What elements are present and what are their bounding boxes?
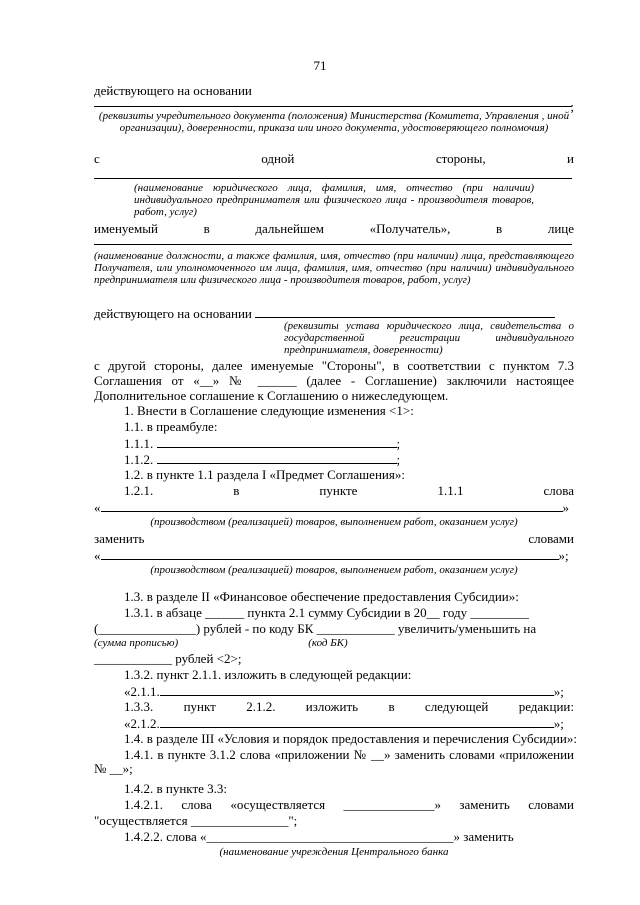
note-sum-code: (сумма прописью) (код БК) [94, 637, 348, 649]
words-new-line: « »; [94, 548, 569, 563]
words-old-field[interactable] [101, 500, 563, 512]
item-1-1-2: 1.1.2. ; [124, 452, 401, 467]
item-1-4-2-2: 1.4.2.2. слова «______________________________________» заменить [124, 829, 514, 844]
item-1-4: 1.4. в разделе III «Условия и порядок предоставления и перечисления Субсидии»: [124, 731, 577, 746]
representative-line[interactable] [94, 244, 572, 245]
item-1-4-1: 1.4.1. в пункте 3.1.2 слова «приложении № __» заменить словами «приложении № __»; [94, 747, 574, 776]
note-representative: (наименование должности, а также фамилия, имя, отчество (при наличии) лица, представляющего Получателя, или уполномоченного им лица, фамилия, имя, отчество (при наличии) индивидуального предпринимателя или физического лица - производителя товаров, работ, услуг) [94, 250, 574, 286]
one-side-line: с одной стороны, и [94, 151, 574, 166]
item-1-4-2: 1.4.2. в пункте 3.3: [124, 781, 228, 796]
named-as-line: именуемый в дальнейшем «Получатель», в лице [94, 221, 574, 236]
note-recipient-name: (наименование юридического лица, фамилия, имя, отчество (при наличии) индивидуального предпринимателя или физического лица - производителя товаров, работ, услуг) [134, 182, 534, 218]
recipient-name-line[interactable] [94, 178, 572, 179]
note-production-1: (производством (реализацией) товаров, выполнением работ, оказанием услуг) [150, 516, 518, 528]
item-1-1-1-field[interactable] [157, 436, 397, 448]
item-1-1-2-field[interactable] [157, 452, 397, 464]
item-1: 1. Внести в Соглашение следующие изменения <1>: [124, 403, 414, 418]
words-old-line: « » [94, 500, 569, 515]
note-central-bank: (наименование учреждения Центрального банка [219, 846, 449, 858]
item-1-4-2-1-b: "осуществляется _______________"; [94, 813, 298, 828]
words-new-field[interactable] [101, 548, 559, 560]
quote-2-1-2: «2.1.2. »; [124, 716, 564, 731]
item-1-1: 1.1. в преамбуле: [124, 419, 218, 434]
item-1-3-1-b: (_______________) рублей - по коду БК ____________ увеличить/уменьшить на [94, 621, 537, 636]
item-1-3-3: 1.3.3. пункт 2.1.2. изложить в следующей редакции: [124, 699, 574, 714]
quote-2-1-2-field[interactable] [160, 716, 554, 728]
acting-on-basis-2: действующего на основании [94, 306, 574, 321]
page-number: 71 [313, 58, 327, 73]
quote-2-1-1: «2.1.1. »; [124, 684, 564, 699]
item-1-3-2: 1.3.2. пункт 2.1.1. изложить в следующей редакции: [124, 667, 412, 682]
acting-on-basis-label: действующего на основании [94, 83, 252, 98]
item-1-3-1-c: ____________ рублей <2>; [94, 651, 242, 666]
note-production-2: (производством (реализацией) товаров, выполнением работ, оказанием услуг) [150, 564, 518, 576]
item-1-3: 1.3. в разделе II «Финансовое обеспечение предоставления Субсидии»: [124, 589, 519, 604]
item-1-2: 1.2. в пункте 1.1 раздела I «Предмет Соглашения»: [124, 467, 405, 482]
main-paragraph: с другой стороны, далее именуемые "Стороны", в соответствии с пунктом 7.3 Соглашения от «__» № ______ (далее - Соглашение) заключили настоящее Дополнительное соглашение к Соглашению о нижеследующем. [94, 358, 574, 403]
item-1-3-1: 1.3.1. в абзаце ______ пункта 2.1 сумму Субсидии в 20__ году _________ [124, 605, 529, 620]
note-charter: (реквизиты устава юридического лица, свидетельства о государственной регистрации индивидуального предпринимателя, доверенности) [284, 320, 574, 356]
replace-line: заменить словами [94, 531, 574, 546]
item-1-1-1: 1.1.1. ; [124, 436, 401, 451]
item-1-4-2-1: 1.4.2.1. слова «осуществляется ______________» заменить словами [124, 797, 574, 812]
comma-mark: ; [570, 99, 574, 114]
item-1-2-1: 1.2.1. в пункте 1.1.1 слова [124, 483, 574, 498]
note-basis-document: (реквизиты учредительного документа (положения) Министерства (Комитета, Управления , иной организации), доверенности, приказа или иного документа, удостоверяющего полномочия) [98, 110, 570, 134]
quote-2-1-1-field[interactable] [160, 684, 554, 696]
